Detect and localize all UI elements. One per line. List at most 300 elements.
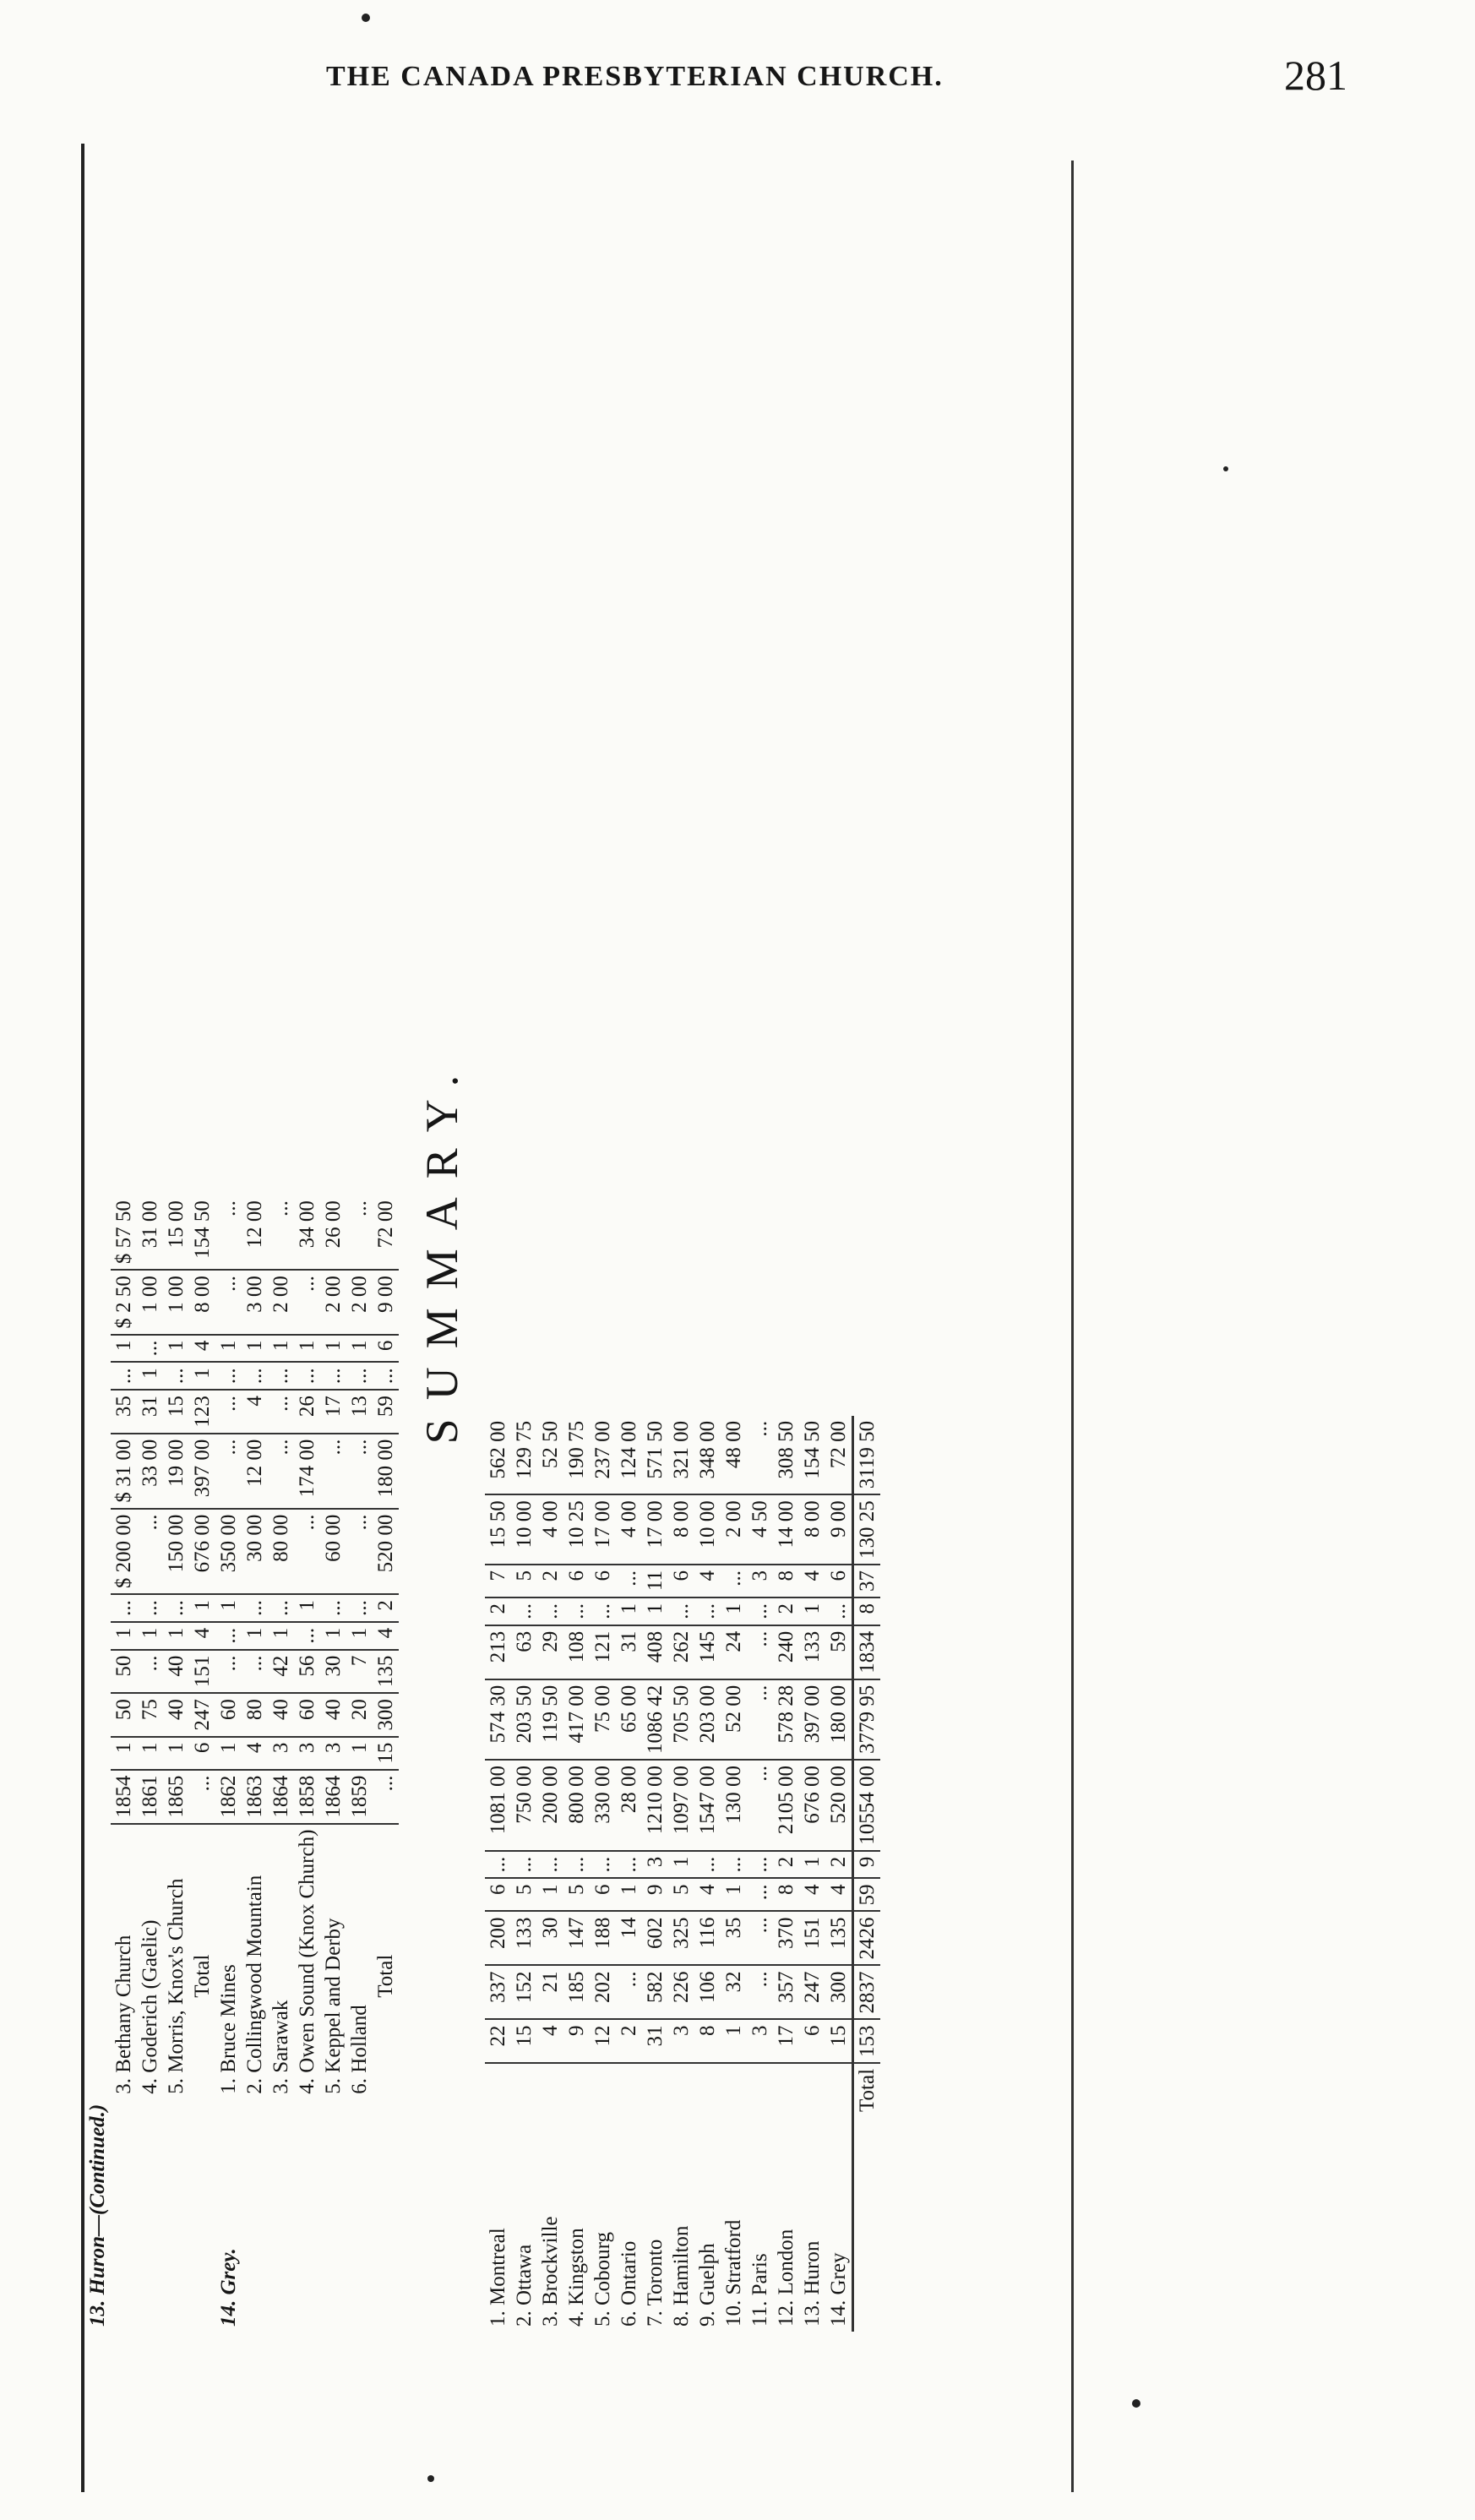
congregation-name: 3. Bethany Church — [112, 1935, 135, 2094]
stipend-cell: 80 00 — [268, 1509, 294, 1595]
total-cell: 2 — [373, 1594, 399, 1622]
summary-cell: 213 — [485, 1625, 511, 1679]
year-cell: 1864 — [268, 1770, 294, 1824]
summary-cell: 2 — [537, 1565, 563, 1597]
summary-cell: 237 00 — [590, 1416, 616, 1494]
summary-cell: 574 30 — [485, 1679, 511, 1760]
presbytery-name: 6. Ontario — [618, 2240, 640, 2327]
summary-row — [485, 1416, 511, 2332]
total-cell: 180 00 — [373, 1434, 399, 1509]
summary-cell: 6 — [825, 1565, 853, 1597]
summary-cell: 65 00 — [616, 1679, 642, 1760]
summary-cell: 1 — [721, 1878, 747, 1911]
summary-cell: 226 — [668, 1965, 694, 2019]
congregation-name: 1. Bruce Mines — [217, 1964, 240, 2094]
summary-cell: 180 00 — [825, 1679, 853, 1760]
col12-cell: 1 — [242, 1335, 268, 1363]
total-cell: 123 — [189, 1390, 215, 1434]
communicants-cell: 56 — [294, 1650, 320, 1694]
table-row — [268, 1195, 294, 2332]
summary-row — [799, 1416, 825, 2332]
col10-cell: 15 — [163, 1390, 189, 1434]
summary-cell: 185 — [563, 1965, 590, 2019]
presbytery-name: 12. London — [775, 2229, 797, 2327]
summary-cell: 5 — [511, 1565, 537, 1597]
communicants-cell: ... — [215, 1650, 242, 1694]
col14-cell: 34 00 — [294, 1195, 320, 1270]
summary-cell: ... — [668, 1597, 694, 1625]
summary-cell: 247 — [799, 1965, 825, 2019]
total-cell: 1 — [189, 1594, 215, 1622]
summary-cell: ... — [747, 1416, 773, 1494]
total-cell: 397 00 — [189, 1434, 215, 1509]
col6-cell: 1 — [320, 1622, 346, 1650]
summary-cell: 4 — [694, 1565, 721, 1597]
summary-cell: 300 — [825, 1965, 853, 2019]
communicants-cell: ... — [242, 1650, 268, 1694]
year-cell: 1862 — [215, 1770, 242, 1824]
total-cell: 8 00 — [189, 1270, 215, 1335]
stations-cell: 3 — [294, 1737, 320, 1770]
total-cell: 15 — [373, 1737, 399, 1770]
col10-cell: 4 — [242, 1390, 268, 1434]
stations-cell: 1 — [346, 1737, 373, 1770]
summary-cell: ... — [511, 1851, 537, 1879]
communicants-cell: 7 — [346, 1650, 373, 1694]
summary-row — [825, 1416, 853, 2332]
summary-cell: 321 00 — [668, 1416, 694, 1494]
col6-cell: 1 — [137, 1622, 163, 1650]
summary-cell: 3779 95 — [853, 1679, 881, 1760]
congregation-name: 6. Holland — [348, 2005, 371, 2094]
presbytery-label: 14. Grey. — [217, 2248, 240, 2327]
col14-cell: ... — [215, 1195, 242, 1270]
summary-cell: 1547 00 — [694, 1760, 721, 1851]
summary-cell: 10 00 — [511, 1494, 537, 1565]
summary-cell: 203 50 — [511, 1679, 537, 1760]
col6-cell: 1 — [268, 1622, 294, 1650]
summary-cell: 1086 42 — [642, 1679, 668, 1760]
summary-cell: 200 — [485, 1911, 511, 1965]
presbytery-name: 5. Cobourg — [591, 2231, 614, 2327]
speck — [362, 14, 370, 22]
congregation-name: 4. Goderich (Gaelic) — [139, 1919, 161, 2094]
communicants-cell: 40 — [163, 1650, 189, 1694]
col7-cell: ... — [346, 1594, 373, 1622]
summary-cell: 59 — [853, 1878, 881, 1911]
stations-cell: 1 — [111, 1737, 137, 1770]
total-cell: 6 — [189, 1737, 215, 1770]
summary-cell: 130 00 — [721, 1760, 747, 1851]
summary-cell: 397 00 — [799, 1679, 825, 1760]
summary-cell: 202 — [590, 1965, 616, 2019]
summary-cell: 4 — [825, 1878, 853, 1911]
summary-cell: ... — [616, 1965, 642, 2019]
summary-cell: ... — [721, 1565, 747, 1597]
summary-row — [642, 1416, 668, 2332]
summary-table — [485, 1416, 880, 2332]
presbytery-name: 4. Kingston — [565, 2228, 588, 2327]
summary-cell: 15 — [825, 2019, 853, 2063]
summary-cell: 308 50 — [773, 1416, 799, 1494]
stipend-cell: 60 00 — [320, 1509, 346, 1595]
summary-cell: 562 00 — [485, 1416, 511, 1494]
summary-cell: 4 50 — [747, 1494, 773, 1565]
summary-total-row — [853, 1416, 881, 2332]
summary-cell: 750 00 — [511, 1760, 537, 1851]
congregation-name: 3. Sarawak — [269, 2000, 292, 2094]
total-cell: 4 — [189, 1622, 215, 1650]
summary-cell: 35 — [721, 1911, 747, 1965]
stations-cell: 3 — [268, 1737, 294, 1770]
col7-cell: ... — [242, 1594, 268, 1622]
col14-cell: $ 57 50 — [111, 1195, 137, 1270]
table-row — [111, 1195, 137, 2332]
stations-cell: 1 — [163, 1737, 189, 1770]
summary-cell: 135 — [825, 1911, 853, 1965]
summary-cell: 17 00 — [642, 1494, 668, 1565]
rotated-content — [68, 144, 1081, 2357]
col12-cell: 1 — [294, 1335, 320, 1363]
total-cell: 9 00 — [373, 1270, 399, 1335]
col10-cell: ... — [268, 1390, 294, 1434]
col10-cell: 31 — [137, 1390, 163, 1434]
rotated-table-frame — [68, 144, 1081, 2517]
summary-row — [616, 1416, 642, 2332]
other-cell: 174 00 — [294, 1434, 320, 1509]
total-row — [189, 1195, 215, 2332]
summary-cell: 17 — [773, 2019, 799, 2063]
summary-cell: 63 — [511, 1625, 537, 1679]
communicants-cell: 30 — [320, 1650, 346, 1694]
statistics-table-part1 — [84, 1195, 399, 2332]
total-cell: 59 — [373, 1390, 399, 1434]
summary-cell: 31 — [616, 1625, 642, 1679]
other-cell: 12 00 — [242, 1434, 268, 1509]
summary-cell: 4 — [694, 1878, 721, 1911]
speck — [1132, 2399, 1140, 2408]
summary-cell: 31 — [642, 2019, 668, 2063]
summary-cell: 10 00 — [694, 1494, 721, 1565]
table-row — [346, 1195, 373, 2332]
total-cell: 4 — [189, 1335, 215, 1363]
presbytery-name: 14. Grey — [827, 2252, 850, 2327]
summary-cell: 3 — [747, 1565, 773, 1597]
summary-row — [590, 1416, 616, 2332]
col10-cell: 26 — [294, 1390, 320, 1434]
presbytery-name: 3. Brockville — [539, 2216, 562, 2327]
summary-cell: 22 — [485, 2019, 511, 2063]
summary-cell: 10 25 — [563, 1494, 590, 1565]
summary-cell: 52 50 — [537, 1416, 563, 1494]
summary-cell: 133 — [799, 1625, 825, 1679]
col7-cell: ... — [268, 1594, 294, 1622]
summary-cell: 2105 00 — [773, 1760, 799, 1851]
summary-cell: ... — [747, 1878, 773, 1911]
summary-row — [563, 1416, 590, 2332]
summary-cell: 520 00 — [825, 1760, 853, 1851]
summary-cell: 9 — [853, 1851, 881, 1879]
summary-cell: 582 — [642, 1965, 668, 2019]
summary-cell: ... — [747, 1597, 773, 1625]
summary-cell: 3 — [642, 1851, 668, 1879]
stipend-cell: ... — [294, 1509, 320, 1595]
summary-cell: 59 — [825, 1625, 853, 1679]
presbytery-name: 8. Hamilton — [670, 2225, 693, 2327]
summary-cell: 17 00 — [590, 1494, 616, 1565]
summary-cell: 15 — [511, 2019, 537, 2063]
summary-row — [747, 1416, 773, 2332]
table-row — [320, 1195, 346, 2332]
congregation-name: 4. Owen Sound (Knox Church) — [296, 1829, 318, 2094]
summary-cell: 2 — [773, 1597, 799, 1625]
col13-cell: 2 00 — [346, 1270, 373, 1335]
other-cell: 33 00 — [137, 1434, 163, 1509]
summary-cell: 1834 — [853, 1625, 881, 1679]
summary-cell: 32 — [721, 1965, 747, 2019]
page-header — [0, 51, 1475, 118]
other-cell: ... — [320, 1434, 346, 1509]
stipend-cell: ... — [137, 1509, 163, 1595]
summary-cell: 9 — [642, 1878, 668, 1911]
col14-cell: 31 00 — [137, 1195, 163, 1270]
summary-cell: 578 28 — [773, 1679, 799, 1760]
summary-cell: ... — [537, 1851, 563, 1879]
families-cell: 40 — [320, 1693, 346, 1737]
summary-cell: 124 00 — [616, 1416, 642, 1494]
summary-cell: 1210 00 — [642, 1760, 668, 1851]
col12-cell: 1 — [215, 1335, 242, 1363]
col12-cell: 1 — [163, 1335, 189, 1363]
summary-row — [721, 1416, 747, 2332]
summary-total-label: Total — [856, 2068, 879, 2112]
total-cell: 520 00 — [373, 1509, 399, 1595]
summary-cell: 75 00 — [590, 1679, 616, 1760]
summary-cell: ... — [590, 1851, 616, 1879]
summary-cell: 130 25 — [853, 1494, 881, 1565]
col13-cell: 2 00 — [320, 1270, 346, 1335]
summary-cell: ... — [590, 1597, 616, 1625]
summary-cell: 116 — [694, 1911, 721, 1965]
summary-cell: 190 75 — [563, 1416, 590, 1494]
summary-cell: ... — [747, 1965, 773, 2019]
summary-cell: 72 00 — [825, 1416, 853, 1494]
summary-cell: 188 — [590, 1911, 616, 1965]
total-row — [373, 1195, 399, 2332]
summary-cell: 108 — [563, 1625, 590, 1679]
summary-cell: ... — [537, 1597, 563, 1625]
summary-cell: 9 — [563, 2019, 590, 2063]
summary-cell: 9 00 — [825, 1494, 853, 1565]
year-cell: 1865 — [163, 1770, 189, 1824]
col7-cell: 1 — [215, 1594, 242, 1622]
table-row — [294, 1195, 320, 2332]
total-cell: ... — [373, 1770, 399, 1824]
speck — [427, 2475, 434, 2482]
total-cell: ... — [189, 1770, 215, 1824]
presbytery-label-row — [84, 1195, 111, 2332]
families-cell: 40 — [163, 1693, 189, 1737]
summary-cell: 121 — [590, 1625, 616, 1679]
total-cell: ... — [373, 1362, 399, 1390]
summary-cell: 1097 00 — [668, 1760, 694, 1851]
families-cell: 50 — [111, 1693, 137, 1737]
presbytery-name: 11. Paris — [748, 2253, 771, 2327]
col6-cell: 1 — [346, 1622, 373, 1650]
presbytery-name: 13. Huron — [801, 2240, 824, 2327]
year-cell: 1863 — [242, 1770, 268, 1824]
other-cell: ... — [268, 1434, 294, 1509]
col11-cell: ... — [242, 1362, 268, 1390]
presbytery-label-row — [215, 1195, 242, 2332]
col14-cell: 26 00 — [320, 1195, 346, 1270]
col13-cell: $ 2 50 — [111, 1270, 137, 1335]
summary-cell: 417 00 — [563, 1679, 590, 1760]
summary-cell: 203 00 — [694, 1679, 721, 1760]
total-cell: 135 — [373, 1650, 399, 1694]
stipend-cell: 150 00 — [163, 1509, 189, 1595]
table-row — [242, 1195, 268, 2332]
summary-cell: 8 — [694, 2019, 721, 2063]
col13-cell: 1 00 — [163, 1270, 189, 1335]
summary-cell: 145 — [694, 1625, 721, 1679]
summary-cell: 3 — [747, 2019, 773, 2063]
col14-cell: 12 00 — [242, 1195, 268, 1270]
summary-cell: ... — [747, 1911, 773, 1965]
col10-cell: ... — [215, 1390, 242, 1434]
other-cell: ... — [346, 1434, 373, 1509]
total-cell: 6 — [373, 1335, 399, 1363]
stations-cell: 4 — [242, 1737, 268, 1770]
col13-cell: 1 00 — [137, 1270, 163, 1335]
summary-heading: SUMMARY. — [416, 1056, 467, 1445]
summary-cell: 2426 — [853, 1911, 881, 1965]
summary-cell: 7 — [485, 1565, 511, 1597]
summary-cell: 2 — [485, 1597, 511, 1625]
summary-cell: ... — [616, 1851, 642, 1879]
summary-cell: 1 — [616, 1878, 642, 1911]
summary-cell: 370 — [773, 1911, 799, 1965]
summary-row — [694, 1416, 721, 2332]
summary-cell: 133 — [511, 1911, 537, 1965]
communicants-cell: 50 — [111, 1650, 137, 1694]
summary-cell: 325 — [668, 1911, 694, 1965]
table-row — [137, 1195, 163, 2332]
stations-cell: 1 — [137, 1737, 163, 1770]
summary-cell: 3 — [668, 2019, 694, 2063]
col12-cell: 1 — [346, 1335, 373, 1363]
families-cell: 80 — [242, 1693, 268, 1737]
summary-cell: 8 00 — [668, 1494, 694, 1565]
col10-cell: 35 — [111, 1390, 137, 1434]
col7-cell: ... — [163, 1594, 189, 1622]
summary-cell: 4 — [799, 1878, 825, 1911]
summary-cell: 348 00 — [694, 1416, 721, 1494]
summary-cell: 4 00 — [537, 1494, 563, 1565]
col12-cell: 1 — [320, 1335, 346, 1363]
summary-cell: ... — [485, 1851, 511, 1879]
summary-cell: 11 — [642, 1565, 668, 1597]
col13-cell: 3 00 — [242, 1270, 268, 1335]
summary-cell: ... — [694, 1851, 721, 1879]
summary-cell: 152 — [511, 1965, 537, 2019]
summary-cell: 48 00 — [721, 1416, 747, 1494]
col11-cell: ... — [268, 1362, 294, 1390]
presbytery-name: 2. Ottawa — [513, 2244, 536, 2327]
total-cell: 1 — [189, 1362, 215, 1390]
total-label: Total — [374, 1954, 397, 1998]
summary-cell: 21 — [537, 1965, 563, 2019]
col14-cell: ... — [268, 1195, 294, 1270]
summary-cell: 602 — [642, 1911, 668, 1965]
stations-cell: 3 — [320, 1737, 346, 1770]
year-cell: 1859 — [346, 1770, 373, 1824]
presbytery-name: 10. Stratford — [722, 2219, 745, 2327]
summary-cell: 29 — [537, 1625, 563, 1679]
summary-cell: 37 — [853, 1565, 881, 1597]
col11-cell: ... — [215, 1362, 242, 1390]
summary-cell: 337 — [485, 1965, 511, 2019]
summary-cell: 151 — [799, 1911, 825, 1965]
summary-cell: ... — [747, 1851, 773, 1879]
summary-cell: 10554 00 — [853, 1760, 881, 1851]
summary-cell: 147 — [563, 1911, 590, 1965]
col7-cell: 1 — [294, 1594, 320, 1622]
summary-cell: 1 — [721, 2019, 747, 2063]
total-cell: 4 — [373, 1622, 399, 1650]
summary-cell: 8 — [773, 1878, 799, 1911]
summary-cell: 6 — [590, 1878, 616, 1911]
stipend-cell: 30 00 — [242, 1509, 268, 1595]
total-cell: 676 00 — [189, 1509, 215, 1595]
summary-cell: 2 — [773, 1851, 799, 1879]
summary-row — [668, 1416, 694, 2332]
col12-cell: 1 — [268, 1335, 294, 1363]
summary-row — [511, 1416, 537, 2332]
summary-cell: 1 — [537, 1878, 563, 1911]
presbytery-name: 9. Guelph — [696, 2243, 719, 2327]
summary-cell: 4 00 — [616, 1494, 642, 1565]
families-cell: 60 — [294, 1693, 320, 1737]
summary-cell: 200 00 — [537, 1760, 563, 1851]
families-cell: 40 — [268, 1693, 294, 1737]
col11-cell: ... — [346, 1362, 373, 1390]
summary-cell: ... — [511, 1597, 537, 1625]
summary-cell: 6 — [799, 2019, 825, 2063]
col14-cell: ... — [346, 1195, 373, 1270]
year-cell: 1864 — [320, 1770, 346, 1824]
col13-cell: ... — [215, 1270, 242, 1335]
presbytery-name: 7. Toronto — [644, 2239, 667, 2327]
summary-cell: 1 — [616, 1597, 642, 1625]
summary-cell: 5 — [668, 1878, 694, 1911]
summary-cell: 15 50 — [485, 1494, 511, 1565]
summary-cell: 1081 00 — [485, 1760, 511, 1851]
summary-cell: ... — [721, 1851, 747, 1879]
col11-cell: ... — [320, 1362, 346, 1390]
families-cell: 20 — [346, 1693, 373, 1737]
summary-cell: 8 — [773, 1565, 799, 1597]
speck — [1223, 466, 1228, 471]
summary-cell: 3119 50 — [853, 1416, 881, 1494]
summary-cell: 6 — [563, 1565, 590, 1597]
summary-cell: 800 00 — [563, 1760, 590, 1851]
summary-cell: 330 00 — [590, 1760, 616, 1851]
summary-cell: 2837 — [853, 1965, 881, 2019]
summary-cell: 5 — [511, 1878, 537, 1911]
page-number: 281 — [1284, 52, 1347, 99]
summary-cell: 129 75 — [511, 1416, 537, 1494]
